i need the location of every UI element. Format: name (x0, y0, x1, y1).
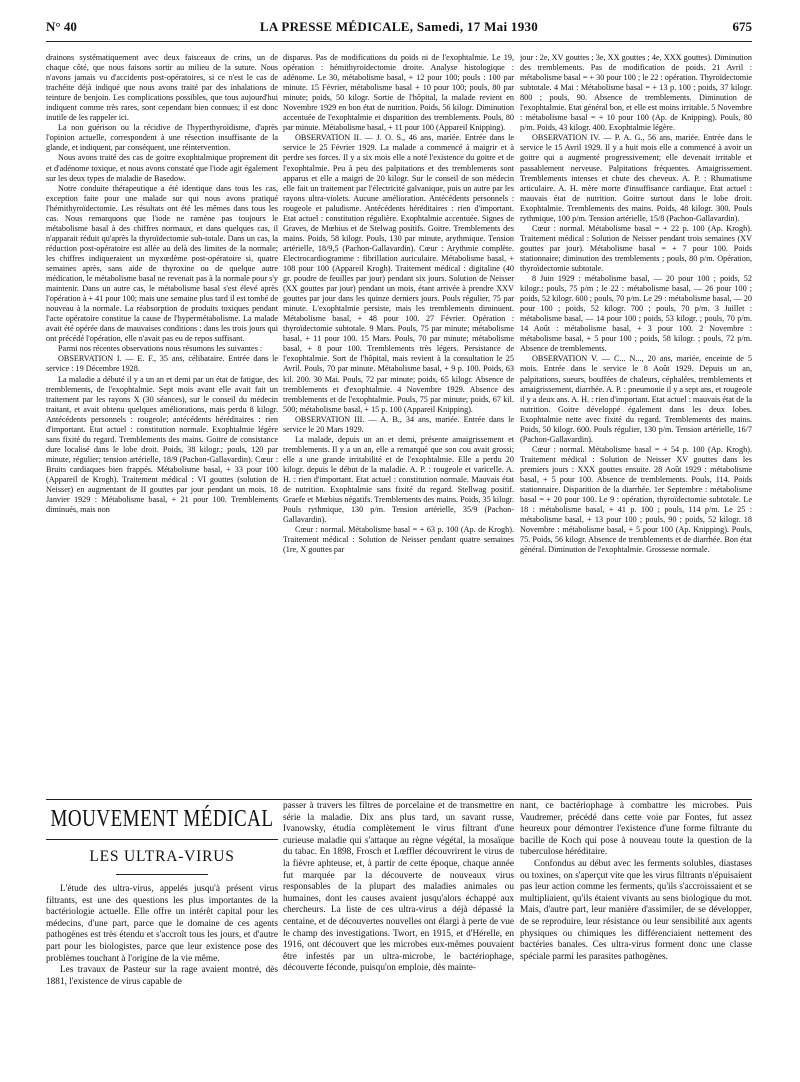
observation-paragraph: OBSERVATION II. — J. O. S., 46 ans, mariée. Entrée dans le service le 25 Février 1929. La malade a commencé à maigrir et à perdre ses forces. Il y a six mois elle a noté l'existence du goitre et de l'exophtalmie. Peu à peu des palpitations et des tremblements sont apparus et elle a maigri de 20 kilogr. Sur le conseil de son médecin elle fait un traitement par l'électricité galvanique, puis un autre par les rayons ultra-violets. Aucune amélioration. Antécédents personnels : rougeole et paludisme. Antécédents héréditaires : rien d'important. Etat actuel : constitution régulière. Exophtalmie accentuée. Signes de Graves, de Mœbius et de Stelwag positifs. Goitre. Tremblements des mains. Poids, 58 kilogr. Pouls, 130 par minute, arythmique. Tension artérielle, 18/9,5 (Pachon-Gallavardin). Cœur : Arythmie complète. Electrocardiogramme : fibrillation auriculaire. Métabolisme basal, + 108 pour 100 (Appareil Krogh). Traitement médical : digitaline (40 gr. poudre de feuilles par jour) pendant six jours. Solution de Neisser (XX gouttes par jour) pendant un mois, étant arrivée à prendre XXV gouttes par jour dans les quinze derniers jours. Pouls régulier, 75 par minute. L'exophtalmie persiste, mais les tremblements diminuent. Métabolisme basal, + 48 pour 100. 27 Février. Opération : thyroïdectomie subtotale. 9 Mars. Pouls, 75 par minute; métabolisme basal, + 11 pour 100. 15 Mars. Pouls, 70 par minute; métabolisme basal, + 8 pour 100. Tremblements très légers. Persistance de l'exophtalmie. Sort de l'hôpital, mais revient à la consultation le 25 Avril. Pouls, 70 par minute. Métabolisme basal, + 9 p. 100. Poids, 63 kil. 200. 30 Mai. Pouls, 72 par minute; poids, 65 kilogr. Absence de tremblements et d'exophtalmie. 4 Novembre 1929. Absence des tremblements et de l'exophtalmie. Pouls, 75 par minute; poids, 67 kil. 500; métabolisme basal, + 15 p. 100 (Appareil Knipping). (283, 133, 514, 414)
top-column-2 (283, 53, 514, 798)
journal-title: LA PRESSE MÉDICALE, Samedi, 17 Mai 1930 (259, 19, 539, 34)
page-header (46, 19, 752, 39)
paragraph: L'étude des ultra-virus, appelés jusqu'à présent virus filtrants, est une des questions les plus importantes de la bactériologie actuelle. Elle offre un intérêt capital pour les médecins, d'une part, parce que le domaine de ces agents pathogènes est très étendu et s'accroît tous les jours, et d'autre part pour les biologistes, parce que leur existence pose des problèmes touchant à l'origine de la vie même. (46, 884, 278, 964)
bottom-column-1 (46, 884, 278, 1074)
paragraph: La non guérison ou la récidive de l'hyperthyroïdisme, d'après l'opinion actuelle, correspondent à une résection insuffisante de la glande, et indiquent, par conséquent, une réintervention. (46, 123, 278, 153)
section-title-rule (46, 839, 278, 840)
observation-paragraph: OBSERVATION III. — A. B., 34 ans, mariée. Entrée dans le service le 20 Mars 1929. (283, 414, 514, 434)
paragraph: Cœur : normal. Métabolisme basal = + 54 p. 100 (Ap. Krogh). Traitement médical : Solution de Neisser XV gouttes dans les premiers jours : XXX gouttes ensuite. 28 Août 1929 : métabolisme basal, + 5 pour 100. Absence de tremblements. Pouls, 114. Poids stationnaire. Disparition de la diarrhée. 1er Septembre : métabolisme basal = + 20 pour 100. Le 9 : opération, thyroïdectomie subtotale. Le 18 : métabolisme basal, + 41 p. 100 ; pouls, 114 p/m. Le 25 : métabolisme basal, + 13 pour 100 ; pouls, 90 ; poids, 52 kilogr. 18 Novembre : métabolisme basal, + 5 pour 100 (Ap. Knipping). Pouls, 75. Poids, 56 kilogr. Absence de tremblements et de diarrhée. Bon état général. Diminution de l'exophtalmie. Grossesse normale. (520, 444, 752, 555)
paragraph: La maladie a débuté il y a un an et demi par un état de fatigue, des tremblements, de l'exophtalmie. Sept mois avant elle avait fait un traitement par les rayons X (30 séances), sur le conseil du médecin traitant, et avait obtenu quelques améliorations, mais perdu 8 kilogr. Antécédents personnels : rougeole; antécédents héréditaires : rien d'important. Etat actuel : constitution normale. Exophtalmie légère sans fixité du regard. Tremblements des mains. Goitre de consistance dure localisé dans le lobe droit. Poids, 38 kilogr.; pouls, 120 par minute, régulier; tension artérielle, 18/9 (Pachon-Gallavardin). Cœur : Bruits cardiaques bien frappés. Métabolisme basal, + 33 pour 100 (Appareil de Krogh). Traitement médical : VI gouttes (solution de Neisser) en augmentant de II gouttes par jour pendant un mois. 18 Janvier 1929 : Métabolisme basal, + 21 pour 100. Tremblements diminués, mais non (46, 374, 278, 515)
paragraph: 8 Juin 1929 : métabolisme basal, — 20 pour 100 ; poids, 52 kilogr.; pouls, 75 p/m ; le 22 : métabolisme basal, — 26 pour 100 ; poids, 52 kilogr. 600 ; pouls, 70 p/m. Le 29 : métabolisme basal, — 20 pour 100 ; poids, 52 kilogr. 700 ; pouls, 70 p/m. 3 Juillet : métabolisme basal, — 14 pour 100 ; poids, 53 kilogr. ; pouls, 70 p/m. 14 Août : métabolisme basal, + 3 pour 100. 2 Novembre : métabolisme basal, + 5 pour 100 ; poids, 58 kilogr. ; pouls, 72 p/m. Absence de tremblements. (520, 274, 752, 354)
bottom-column-3 (520, 801, 752, 1074)
page-number: 675 (732, 19, 752, 34)
issue-number: N° 40 (46, 19, 77, 34)
paragraph: nant, ce bactériophage à combattre les microbes. Puis Vaudremer, précédé dans cette voie par Fontes, fut assez heureux pour démontrer l'existence d'une forme filtrante du bacille de Koch qui pose à nouveau toute la question de la tuberculose héréditaire. (520, 801, 752, 858)
observation-paragraph: OBSERVATION I. — E. F., 35 ans, célibataire. Entrée dans le service : 19 Décembre 1928. (46, 354, 278, 374)
paragraph: Parmi nos récentes observations nous résumons les suivantes : (58, 344, 263, 354)
article-title: LES ULTRA-VIRUS (89, 848, 235, 865)
paragraph: Confondus au début avec les ferments solubles, diastases ou toxines, on s'aperçut vite que les virus filtrants n'épuisaient pas leur action comme les ferments, qu'ils s'accroissaient et se multipliaient, qu'ils étaient vivants au sens biologique du mot. Mais, d'autre part, leur manière d'assimiler, de se développer, de se reproduire, leur résistance ou leur sensibilité aux agents physiques ou chimiques les différenciaient nettement des bactéries banales. Ces ultra-virus forment donc une classe spéciale parmi les parasites pathogènes. (520, 858, 752, 962)
paragraph: Notre conduite thérapeutique a été identique dans tous les cas, exception faite pour une malade sur qui nous avons pratiqué l'hémithyroïdectomie. Les résultats ont été les mêmes dans tous les cas. Nous remarquons que l'iode ne ramène pas toujours le métabolisme basal à des chiffres normaux, et dans quelques cas, il n'apparait réduit qu'après la thyroïdectomie sub-totale. Dans un cas, la réduction post-opératoire est allée au delà des limites de la normale; les chiffres indiqueraient un myxœdème post-opératoire si, quatre semaines après, sans aide de thyroxine ou de quelque autre médication, le métabolisme basal ne revenait pas à la normale pour s'y maintenir. Dans un autre cas, le métabolisme basal s'est élevé après l'opération à + 41 pour 100; mais une semaine plus tard il est tombé de nouveau à la normale. La réabsorption de produits toxiques pendant l'acte opératoire constitue la cause de l'hypermétabolisme. La malade avait été opérée dans de mauvaises conditions : dans les trois jours qui ont précédé l'opération, elle n'avait pas eu de repos suffisant. (46, 183, 278, 344)
observation-paragraph: OBSERVATION IV. — P. A. G., 56 ans, mariée. Entrée dans le service le 15 Avril 1929. Il y a huit mois elle a commencé à avoir un goitre qui a augmenté progressivement; elle devenait irritable et passablement nerveuse. Palpitations fréquentes. Amaigrissement. Tremblements intenses et chute des cheveux. A. P. : Rhumatisme articulaire. A. H. mère morte d'insuffisance cardiaque. Etat actuel : mauvais état de nutrition. Goitre surtout dans le lobe droit. Exophtalmie. Tremblements des mains. Poids, 48 kilogr. 300. Pouls rythmique, 100 p/m. Tension artérielle, 15/8 (Pachon-Gallavardin). (520, 133, 752, 223)
section-rule (46, 799, 752, 800)
paragraph: jour : 2e, XV gouttes ; 3e, XX gouttes ; 4e, XXX gouttes). Diminution des tremblements. Pas de modification de poids. 21 Avril : métabolisme basal = + 30 pour 100 ; le 22 : opération. Thyroïdectomie subtotale. 4 Mai : Métabolisme basal = + 13 p. 100 ; poids, 37 kilogr. 800 ; pouls, 90. Absence de tremblements. Diminution de l'exophtalmie. Etat général bon, et elle est moins irritable. 5 Novembre : métabolisme basal = + 10 pour 100 (Ap. de Knipping). Pouls, 80 p/m. Poids, 43 kilogr. 400. Exophtalmie légère. (520, 53, 752, 133)
observation-paragraph: OBSERVATION V. — C... N..., 20 ans, mariée, enceinte de 5 mois. Entrée dans le service le 8 Août 1929. Depuis un an, palpitations, sueurs, bouffées de chaleurs, céphalées, tremblements et amaigrissement, diarrhée. A. P. : pneumonie il y a sept ans, et rougeole il y a deux ans. A. H. : rien d'important. Etat actuel : mauvais état de la nutrition. Goitre développé également dans les deux lobes. Exophtalmie nette avec fixité du regard. Tremblements des mains. Poids, 50 kilogr. 600. Pouls régulier, 130 p/m. Tension artérielle, 16/7 (Pachon-Gallavardin). (520, 354, 752, 444)
top-column-1 (46, 53, 278, 798)
paragraph: Cœur : normal. Métabolisme basal = + 63 p. 100 (Ap. de Krogh). Traitement médical : Solution de Neisser pendant quatre semaines (1re, X gouttes par (283, 525, 514, 555)
paragraph: Cœur : normal. Métabolisme basal = + 22 p. 100 (Ap. Krogh). Traitement médical : Solution de Neisser pendant trois semaines (XV gouttes par jour). Métabolisme basal = + 7 pour 100. Poids stationnaire; diminution des tremblements ; pouls, 80 p/m. Opération, thyroïdectomie subtotale. (520, 223, 752, 273)
paragraph: Nous avons traité des cas de goitre exophtalmique proprement dit et d'adénome toxique, et nous avons constaté que l'iode agit également sur les deux types de maladie de Basedow. (46, 153, 278, 183)
article-title-rule (116, 874, 208, 875)
paragraph: disparus. Pas de modifications du poids ni de l'exophtalmie. Le 19, opération : hémithyroïdectomie droite. Analyse histologique : adénome. Le 30, métabolisme basal, + 12 pour 100; pouls : 100 par minute. 15 Février, métabolisme basal + 10 pour 100; pouls, 80 par minute; poids, 50 kilogr. Sortie de l'hôpital, la malade revient en Novembre 1929 en bon état de nutrition. Poids, 56 kilogr. Diminution accentuée de l'exophtalmie et disparition des tremblements. Pouls, 80 par minute. Métabolisme basal, + 11 pour 100 (Appareil Knipping). (283, 53, 514, 133)
header-rule (46, 41, 752, 42)
paragraph: La malade, depuis un an et demi, présente amaigrissement et tremblements. Il y a un an, elle a remarqué que son cou avait grossi; elle a une grande irritabilité et de l'exophtalmie. Elle a perdu 20 kilogr. depuis le début de la maladie. A. P. : rougeole et varicelle. A. H. : rien d'important. Etat actuel : constitution normale. Mauvais état de nutrition. Exophtalmie sans fixité du regard. Stellwag positif. Graefe et Mœbius négatifs. Tremblements des mains. Poids, 35 kilogr. Pouls rythmique, 130 p/m. Tension artérielle, 35/9 (Pachon-Gallavardin). (283, 434, 514, 525)
section-title: MOUVEMENT MÉDICAL (50, 806, 274, 833)
paragraph: drainons systématiquement avec deux faisceaux de crins, un de chaque côté, que nous faisons sortir au milieu de la suture. Nous n'avons jamais vu d'accidents post-opératoires, si ce n'est le cas de trachéite déjà indiqué que nous avons traité par des inhalations de teinture de benjoin. Les complications possibles, que tous aujourd'hui indiquent comme très rares, sont cependant bien connues; il est donc inutile de les rappeler ici. (46, 53, 278, 123)
top-column-3 (520, 53, 752, 798)
bottom-column-2 (283, 801, 514, 1074)
paragraph: passer à travers les filtres de porcelaine et de transmettre en série la maladie. Dix ans plus tard, un savant russe, Ivanowsky, étudia complètement le virus filtrant d'une curieuse maladie qui s'attaque au règne végétal, la mosaïque du tabac. En 1898, Frosch et Lœffler découvrirent le virus de la fièvre aphteuse, et, à partir de cette époque, chaque année fut marquée par la découverte de nouveaux virus responsables de la plupart des maladies animales ou humaines, dont les causes avaient jusqu'alors échappé aux chercheurs. La liste de ces ultra-virus a déjà dépassé la centaine, et de découvertes nouvelles ont élargi à perte de vue le champ des investigations. Twort, en 1915, et d'Hérelle, en 1916, ont découvert que les microbes eux-mêmes pouvaient être infestés par un ultra-microbe, le bactériophage, découverte féconde, puisqu'on emploie, dès mainte- (283, 801, 514, 974)
paragraph: Les travaux de Pasteur sur la rage avaient montré, dès 1881, l'existence de virus capable de (46, 965, 278, 987)
